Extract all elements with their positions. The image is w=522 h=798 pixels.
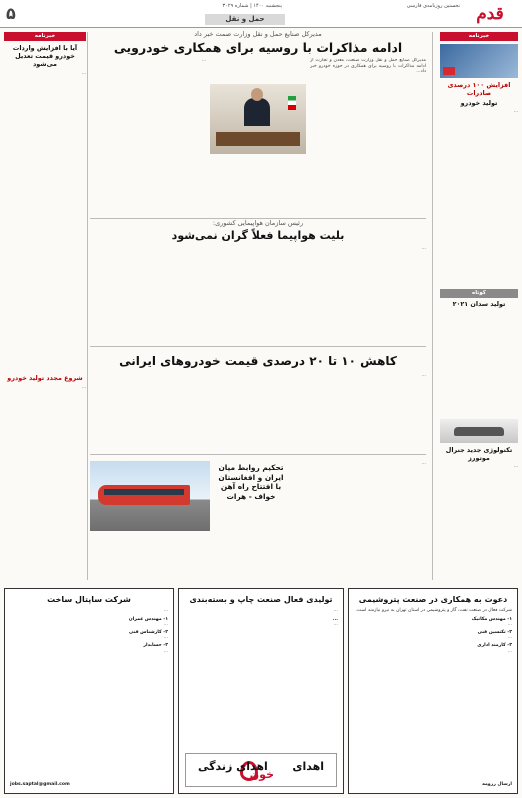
lead-column: مدیرکل صنایع حمل و نقل وزارت صنعت، معدن و تجارت از ادامه مذاکرات با روسیه برای همکاری در حوزه خودرو خبر داد... — [310, 58, 426, 75]
blood-donation-banner — [185, 753, 337, 787]
mid-headline: بلیت هواپیما فعلاً گران نمی‌شود — [171, 228, 345, 242]
sidebar-headline: تولید سدان ۲۰۲۱ — [452, 300, 506, 308]
lead-kicker: مدیرکل صنایع حمل و نقل وزارت صمت خبر داد — [194, 30, 322, 38]
car-photo — [440, 419, 518, 443]
lead-headline: ادامه مذاکرات با روسیه برای همکاری خودرویی — [113, 39, 403, 55]
railway-story — [90, 454, 426, 580]
tagline: نخستین روزنامه‌ی فارسی — [406, 3, 460, 9]
issue-line: پنجشنبه ۱۴۰۰ | شماره ۳۰۲۹ — [222, 3, 282, 9]
page-number: ۵ — [6, 4, 16, 23]
ad-title: شرکت ساپتال ساخت — [47, 595, 131, 604]
ad-item: ۱- مهندس عمران — [128, 616, 168, 622]
ad-contact[interactable]: jobs.saptal@gmail.com — [10, 782, 70, 788]
official-photo — [210, 84, 306, 154]
ad-item: ۱- مهندس مکانیک — [471, 616, 512, 622]
ad-item: ۳- کارمند اداری — [477, 642, 512, 648]
sidebar-headline: افزایش ۱۰۰ درصدی صادرات — [447, 81, 511, 97]
ad-item-detail: ... — [507, 648, 512, 654]
car-price-story — [90, 346, 426, 450]
left-body: ... — [81, 385, 86, 390]
mid-body: ... — [421, 245, 426, 251]
ad-contact[interactable]: ارسال رزومه — [482, 782, 512, 788]
ad-intro: ... — [163, 608, 168, 613]
ad-item: ۳- حسابدار — [143, 642, 168, 648]
sidebar-photo — [440, 44, 518, 78]
masthead — [0, 0, 522, 28]
ad-printing — [178, 588, 344, 794]
sidebar-tag: خبرنامه — [440, 32, 518, 41]
section-title: حمل و نقل — [205, 14, 285, 25]
ad-item-detail: ... — [507, 635, 512, 641]
sidebar-headline: تکنولوژی جدید جنرال موتورز — [445, 446, 513, 462]
newspaper-logo: قدم — [476, 4, 504, 24]
ad-saptal — [4, 588, 174, 794]
left-headline: شروع مجدد تولید خودرو — [7, 374, 83, 382]
left-headline: آیا با افزایش واردات خودرو قیمت تعدیل می‌شود — [12, 44, 78, 68]
ad-item-detail: ... — [163, 635, 168, 641]
lead-body — [90, 58, 426, 212]
ad-item-detail: ... — [163, 648, 168, 654]
sidebar-subheadline: تولید خودرو — [460, 99, 498, 107]
railway-body: ... — [421, 461, 426, 466]
airfare-story — [90, 218, 426, 342]
mid-kicker: رئیس سازمان هواپیمایی کشوری: — [212, 219, 304, 227]
ad-item-detail: ... — [333, 622, 338, 628]
donate-word: اهدای زندگی — [198, 760, 268, 773]
donate-word: اهدای — [292, 760, 324, 773]
ad-item: ۲- کارشناس فنی — [129, 629, 168, 635]
sidebar-body: ... — [513, 464, 518, 469]
sidebar-body — [440, 310, 518, 416]
left-tag: خبرنامه — [4, 32, 86, 41]
ad-title: دعوت به همکاری در صنعت پتروشیمی — [358, 595, 508, 604]
train-photo — [90, 461, 210, 531]
column-divider — [87, 32, 88, 580]
ad-item-detail: ... — [163, 622, 168, 628]
flag-badge — [443, 67, 455, 75]
price-body: ... — [421, 373, 426, 378]
lead-column: ... — [201, 58, 206, 63]
donate-word: خون — [249, 768, 274, 781]
ad-petrochemical — [348, 588, 518, 794]
ad-intro: ... — [333, 608, 338, 613]
column-divider — [432, 32, 433, 580]
left-column — [4, 32, 86, 580]
desk — [216, 132, 300, 146]
ad-item: ... — [332, 616, 338, 622]
person-figure — [244, 98, 270, 126]
railway-headline: تحکیم روابط میان ایران و افغانستان با افتتاح راه آهن خواف - هرات — [218, 463, 284, 501]
ad-item: ۲- تکنسین فنی — [477, 629, 512, 635]
ad-title: تولیدی فعال صنعت چاپ و بسته‌بندی — [189, 595, 333, 604]
price-headline: کاهش ۱۰ تا ۲۰ درصدی قیمت خودروهای ایرانی — [119, 354, 397, 368]
iran-flag — [288, 96, 296, 110]
ad-intro: شرکت فعال در صنعت نفت، گاز و پتروشیمی در استان تهران به نیرو نیازمند است. — [355, 608, 512, 613]
classified-ads — [4, 588, 518, 794]
ad-item-detail: ... — [507, 622, 512, 628]
lead-story — [90, 32, 426, 214]
left-body: ... — [81, 71, 86, 76]
sidebar-body: ... — [513, 109, 518, 114]
right-sidebar — [440, 32, 518, 580]
sidebar-tag: کوتاه — [440, 289, 518, 298]
